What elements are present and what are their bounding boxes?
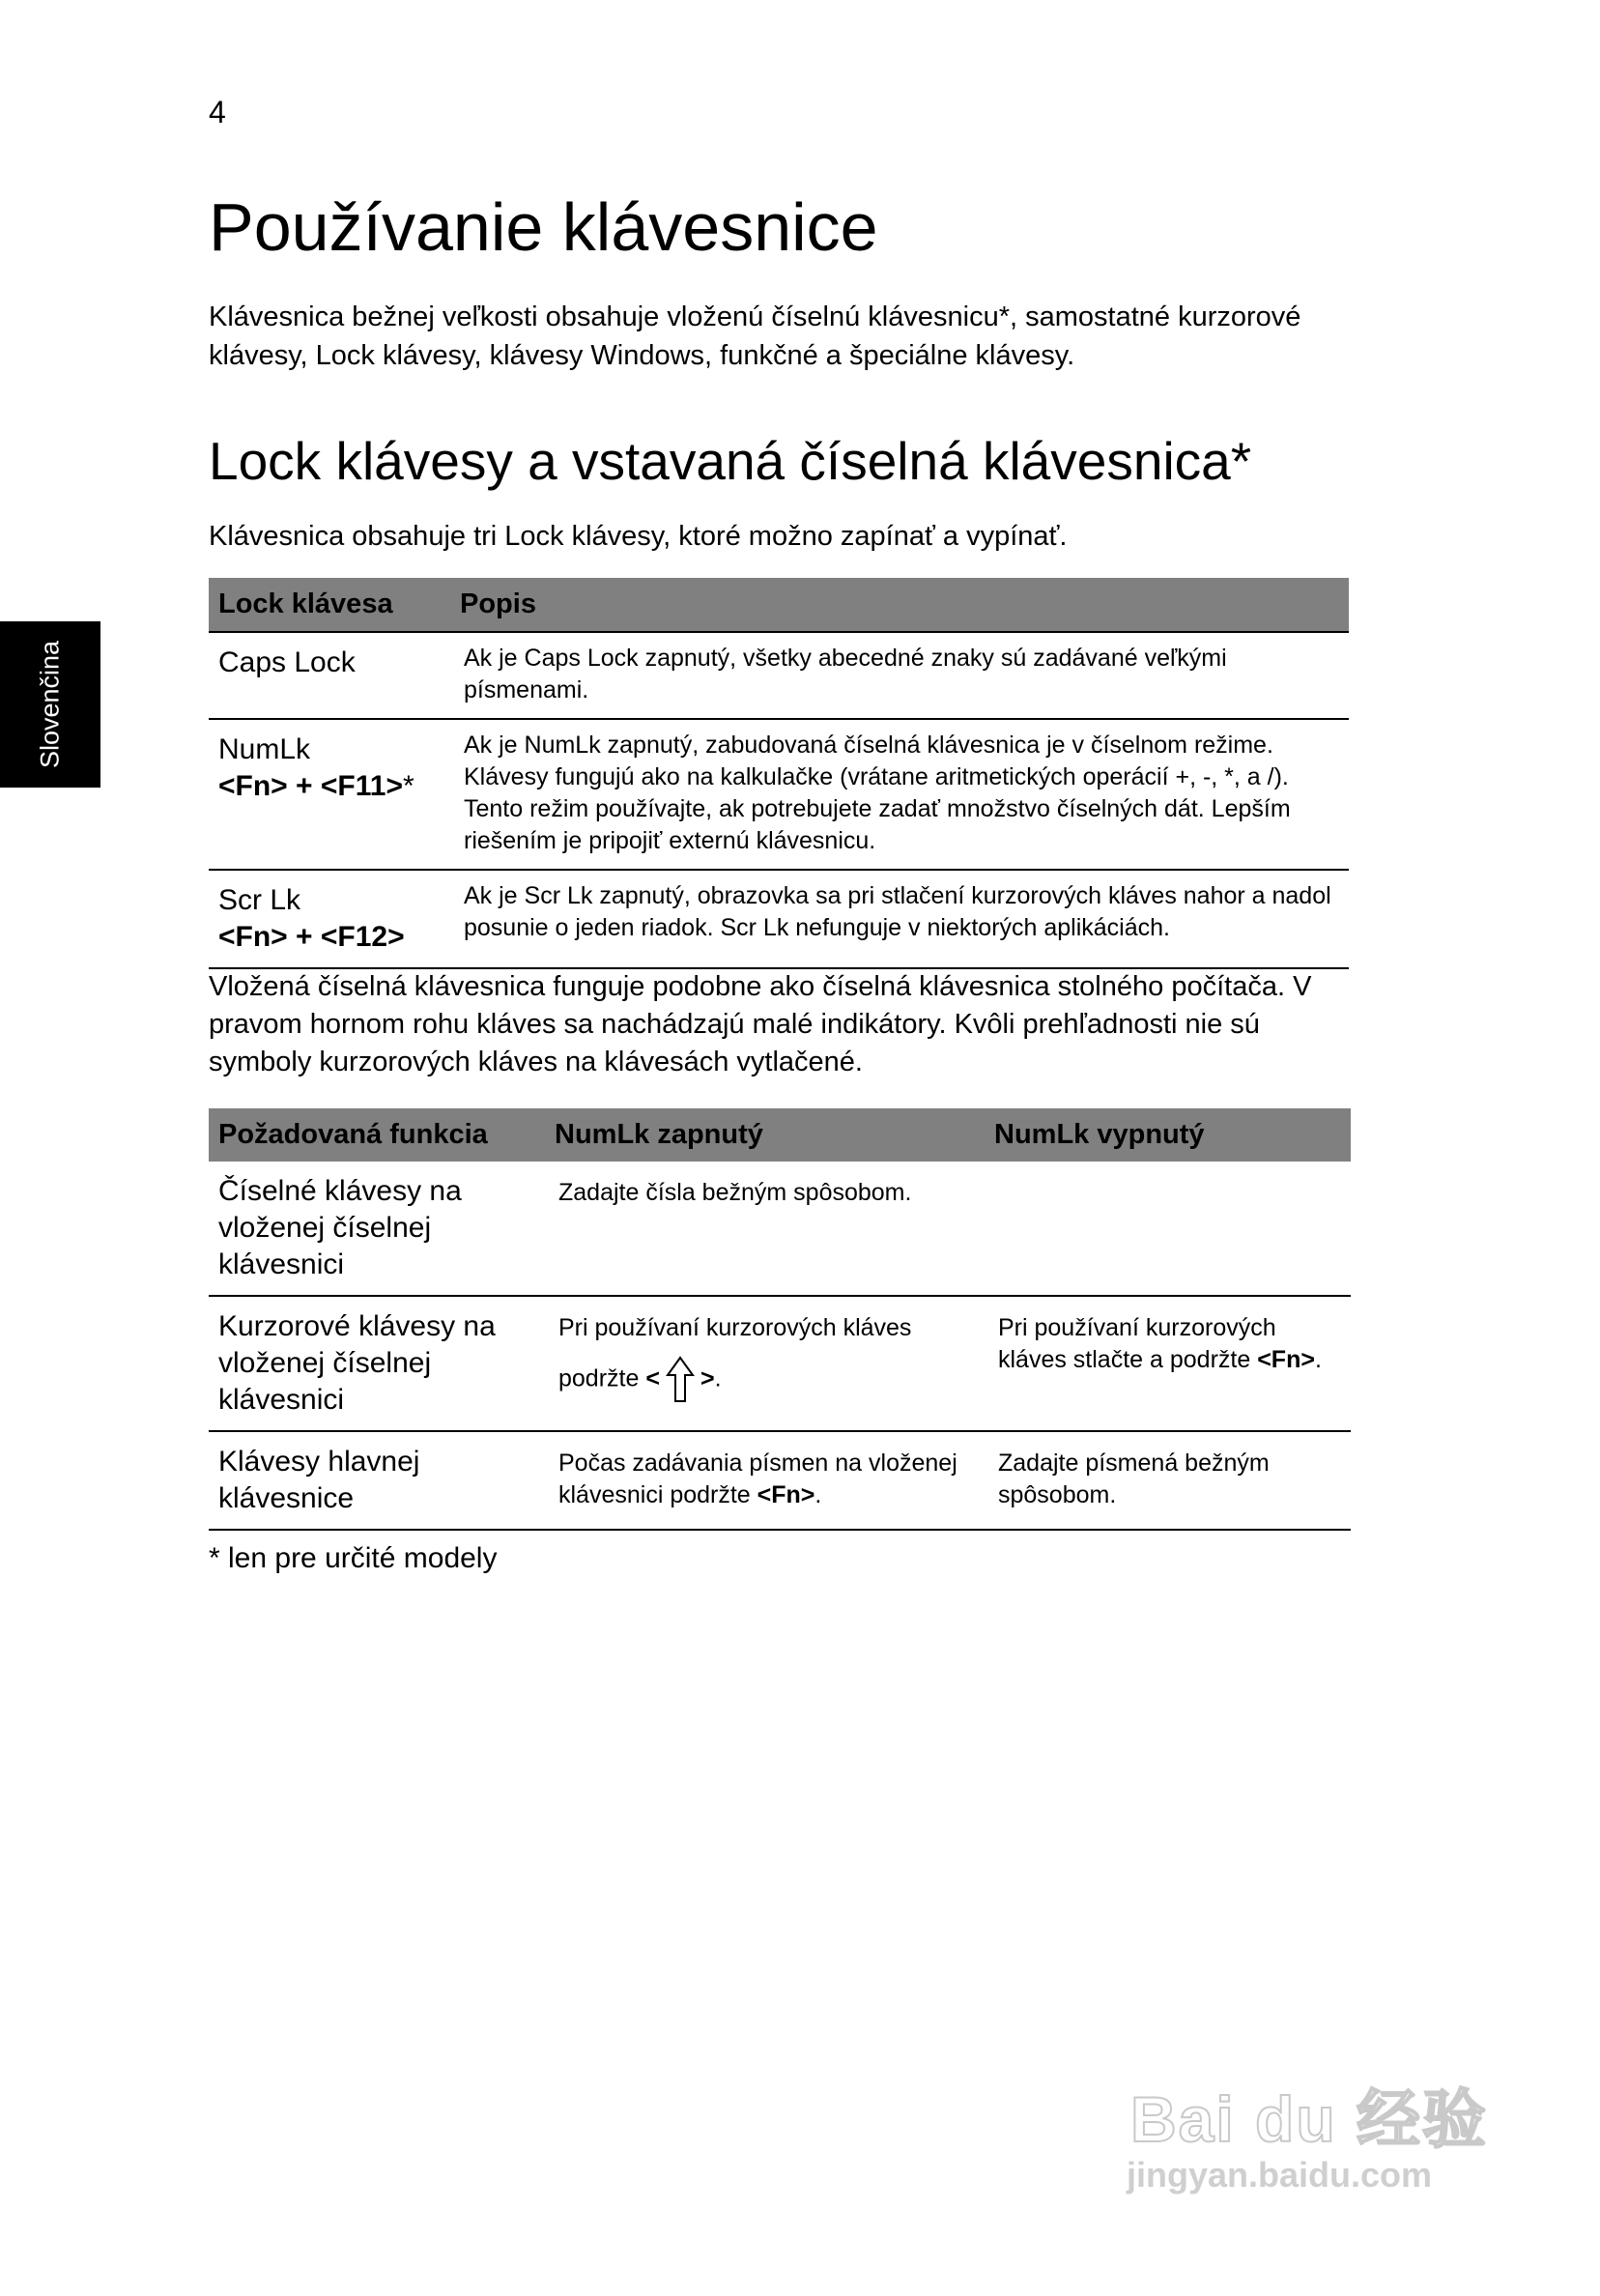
numlk-off-text: Pri používaní kurzorových kláves stlačte a podržte (998, 1314, 1276, 1373)
table-row (209, 632, 1349, 719)
lock-key-description: Ak je NumLk zapnutý, zabudovaná číselná klávesnica je v číselnom režime. Klávesy fungujú ako na kalkulačke (vrátane aritmetických operácií +, -, *, a /). Tento režim používajte, ak potrebujete zadať množstvo číselných dát. Lepším riešením je pripojiť externú klávesnicu. (450, 719, 1349, 870)
function-cell: Číselné klávesy na vloženej číselnej klávesnici (209, 1162, 545, 1296)
lock-key-combo: <Fn> + <F12> (218, 921, 405, 953)
shift-arrow-icon (666, 1356, 695, 1404)
column-header: Popis (450, 578, 1349, 632)
lock-key-name: Scr Lk (218, 884, 301, 916)
numlk-on-cell: Zadajte čísla bežným spôsobom. (545, 1162, 985, 1296)
numlk-on-text: podržte (558, 1364, 646, 1392)
lock-key-description: Ak je Caps Lock zapnutý, všetky abecedné znaky sú zadávané veľkými písmenami. (450, 632, 1349, 719)
section-lead: Klávesnica obsahuje tri Lock klávesy, ktoré možno zapínať a vypínať. (209, 521, 1068, 552)
column-header: Lock klávesa (209, 578, 450, 632)
numlk-off-cell (985, 1162, 1351, 1296)
intro-paragraph: Klávesnica bežnej veľkosti obsahuje vloženú číselnú klávesnicu*, samostatné kurzorové klávesy, Lock klávesy, klávesy Windows, funkčné a špeciálne klávesy. (209, 301, 1301, 371)
key-bracket-right: > (700, 1364, 715, 1392)
numlk-on-cell (545, 1431, 985, 1530)
numlk-on-cell (545, 1296, 985, 1431)
page-number: 4 (209, 95, 226, 129)
period: . (814, 1481, 822, 1508)
table-row (209, 870, 1349, 968)
lock-key-asterisk: * (402, 770, 414, 802)
fn-key-label: <Fn> (1257, 1346, 1315, 1373)
footnote: * len pre určité modely (209, 1542, 498, 1574)
section-title: Lock klávesy a vstavaná číselná klávesnica* (209, 431, 1252, 491)
numlk-on-text: Pri používaní kurzorových kláves (558, 1314, 912, 1341)
lock-key-description: Ak je Scr Lk zapnutý, obrazovka sa pri stlačení kurzorových kláves nahor a nadol posunie o jeden riadok. Scr Lk nefunguje v niektorých aplikáciách. (450, 870, 1349, 968)
lock-key-cell (209, 719, 450, 870)
table-row (209, 1296, 1351, 1431)
function-table (209, 1108, 1351, 1531)
table-header-row (209, 1108, 1351, 1162)
lock-keys-table (209, 578, 1349, 969)
fn-key-label: <Fn> (757, 1481, 815, 1508)
watermark-url: jingyan.baidu.com (1127, 2155, 1433, 2195)
table-row (209, 719, 1349, 870)
period: . (1314, 1346, 1322, 1373)
table-header-row (209, 578, 1349, 632)
lock-key-name: Caps Lock (218, 646, 356, 678)
language-side-tab-label: Slovenčina (35, 640, 65, 769)
column-header: Požadovaná funkcia (209, 1108, 545, 1162)
period: . (714, 1364, 722, 1392)
numlk-off-cell (985, 1296, 1351, 1431)
lock-key-cell (209, 870, 450, 968)
function-cell: Kurzorové klávesy na vloženej číselnej klávesnici (209, 1296, 545, 1431)
baidu-watermark (1121, 2034, 1498, 2198)
language-side-tab (0, 621, 100, 788)
lock-key-name: NumLk (218, 733, 311, 765)
column-header: NumLk vypnutý (985, 1108, 1351, 1162)
function-cell: Klávesy hlavnej klávesnice (209, 1431, 545, 1530)
numlk-off-cell: Zadajte písmená bežným spôsobom. (985, 1431, 1351, 1530)
lock-key-cell (209, 632, 450, 719)
numlk-on-text: Počas zadávania písmen na vloženej klávesnici podržte (558, 1449, 957, 1508)
keypad-paragraph: Vložená číselná klávesnica funguje podobne ako číselná klávesnica stolného počítača. V pravom hornom rohu kláves sa nachádzajú malé indikátory. Kvôli prehľadnosti nie sú symboly kurzorových kláves na klávesách vytlačené. (209, 971, 1312, 1077)
table-row (209, 1431, 1351, 1530)
watermark-logo: Bai du 经验 (1130, 2083, 1489, 2155)
table-row (209, 1162, 1351, 1296)
page-title: Používanie klávesnice (209, 189, 878, 265)
lock-key-combo: <Fn> + <F11> (218, 770, 403, 802)
key-bracket-left: < (645, 1364, 660, 1392)
column-header: NumLk zapnutý (545, 1108, 985, 1162)
